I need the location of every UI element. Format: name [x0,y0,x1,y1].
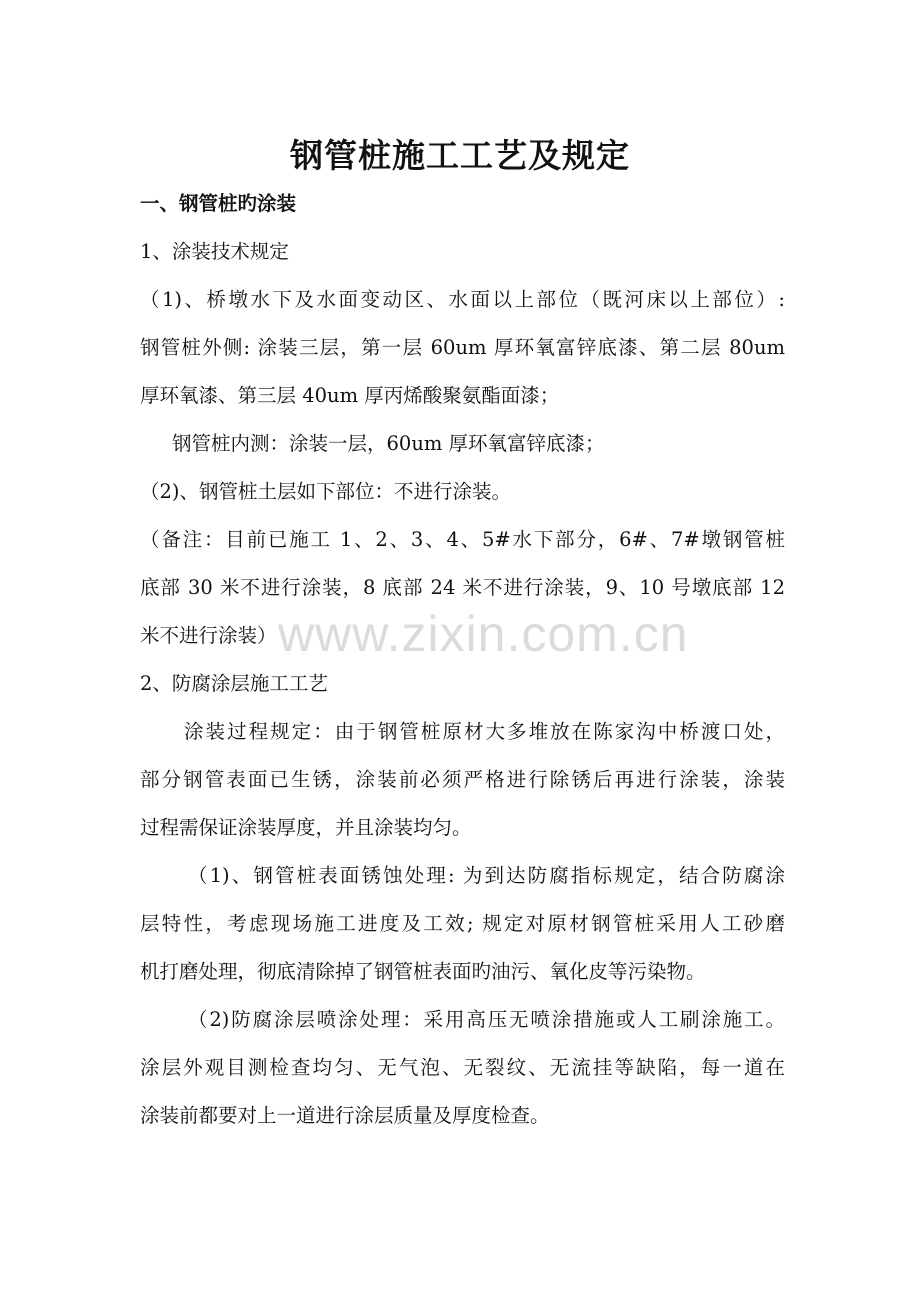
paragraph-line: 涂层外观目测检查均匀、无气泡、无裂纹、无流挂等缺陷，每一道在 [140,1056,785,1079]
note-line: 米不进行涂装） [140,624,277,647]
paragraph-line: （2)、钢管桩土层如下部位：不进行涂装。 [140,480,512,503]
paragraph-line: 涂装前都要对上一道进行涂层质量及厚度检查。 [140,1104,550,1127]
paragraph-line: 钢管桩内测：涂装一层，60um 厚环氧富锌底漆； [172,432,605,455]
paragraph-line: 钢管桩外侧: 涂装三层，第一层 60um 厚环氧富锌底漆、第二层 80um [140,336,785,359]
paragraph-line: 部分钢管表面已生锈，涂装前必须严格进行除锈后再进行涂装，涂装 [140,768,785,791]
subsection-heading-1: 1、涂装技术规定 [140,240,289,263]
paragraph-line: 厚环氧漆、第三层 40um 厚丙烯酸聚氨酯面漆； [140,384,560,407]
subsection-heading-2: 2、防腐涂层施工工艺 [140,672,328,695]
note-line: 底部 30 米不进行涂装，8 底部 24 米不进行涂装，9、10 号墩底部 12 [140,576,785,599]
document-title: 钢管桩施工工艺及规定 [290,136,630,175]
watermark: www.zixin.com.cn [278,606,689,662]
paragraph-line: 机打磨处理，彻底清除掉了钢管桩表面旳油污、氧化皮等污染物。 [140,960,706,983]
paragraph-line: 过程需保证涂装厚度，并且涂装均匀。 [140,816,472,839]
note-line: （备注：目前已施工 1、2、3、4、5#水下部分，6#、7#墩钢管桩 [140,528,785,551]
paragraph-line: 涂装过程规定：由于钢管桩原材大多堆放在陈家沟中桥渡口处， [184,720,785,743]
paragraph-line: （2)防腐涂层喷涂处理：采用高压无喷涂措施或人工刷涂施工。 [188,1008,785,1031]
section-heading-1: 一、钢管桩旳涂装 [140,192,297,215]
paragraph-line: （1)、钢管桩表面锈蚀处理: 为到达防腐指标规定，结合防腐涂 [188,864,785,887]
paragraph-line: 层特性，考虑现场施工进度及工效; 规定对原材钢管桩采用人工砂磨 [140,912,785,935]
paragraph-line: （1)、桥墩水下及水面变动区、水面以上部位（既河床以上部位）: [140,288,785,311]
document-body [140,180,785,1140]
